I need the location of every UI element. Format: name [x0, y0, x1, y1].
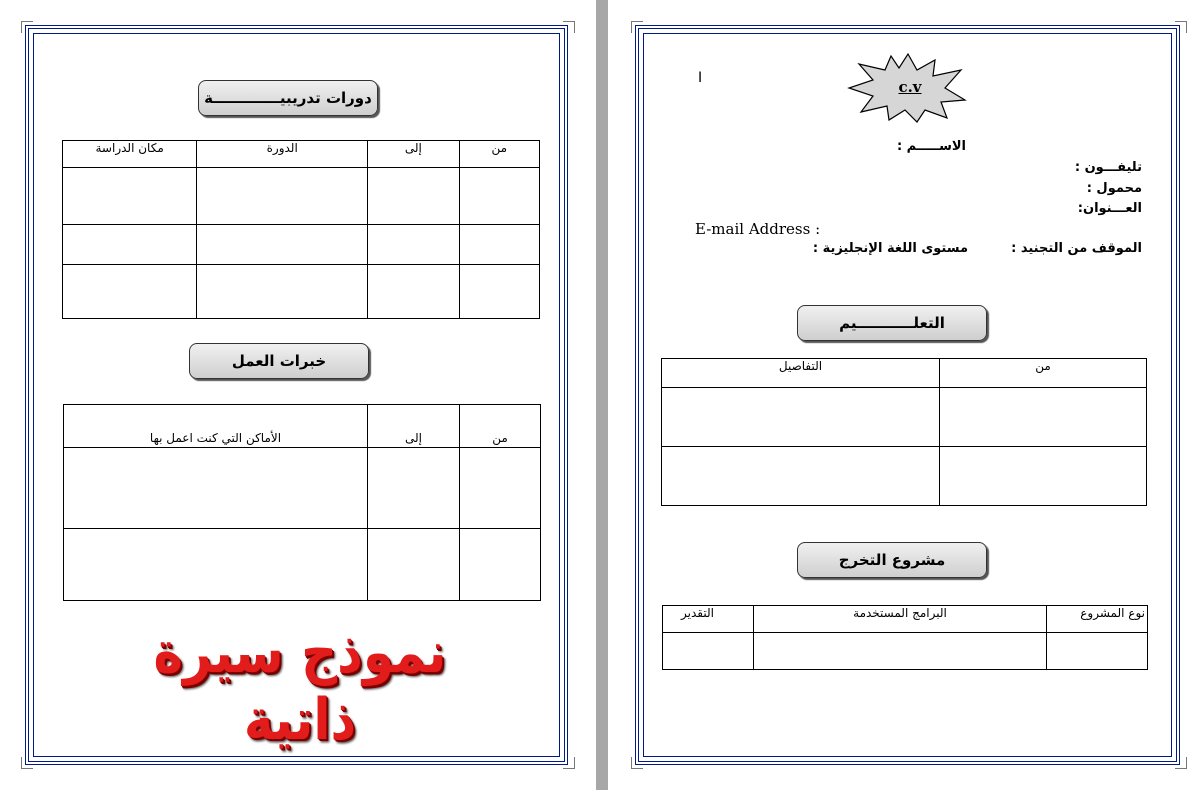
column-header: نوع المشروع [1047, 606, 1148, 633]
column-header: التقدير [663, 606, 754, 633]
column-header: مكان الدراسة [63, 141, 197, 168]
cv-template-title: نموذج سيرة ذاتية [153, 619, 447, 753]
name-field-label: الاســـــم : [896, 139, 966, 154]
training-heading: دورات تدريبيـــــــــــــة [198, 80, 378, 116]
table-row [63, 168, 540, 225]
column-header: الأماكن التي كنت اعمل بها [64, 405, 368, 448]
table-row [662, 388, 1147, 447]
military-status-label: الموقف من التجنيد : [1011, 241, 1142, 256]
right-page [608, 0, 1200, 790]
page-gutter [596, 0, 608, 790]
mobile-field-label: محمول : [1086, 181, 1142, 196]
training-table [62, 140, 540, 319]
left-page [0, 0, 596, 790]
email-field-label: E-mail Address : [695, 220, 821, 238]
text-cursor-mark: I [698, 70, 703, 86]
table-row [63, 265, 540, 319]
column-header: من [940, 359, 1147, 388]
english-level-label: مستوى اللغة الإنجليزية : [812, 241, 968, 256]
column-header: إلى [368, 405, 460, 448]
column-header: إلى [368, 141, 459, 168]
table-row [64, 529, 541, 601]
experience-heading: خبرات العمل [189, 343, 369, 379]
experience-table [63, 404, 541, 601]
column-header: من [460, 405, 541, 448]
table-row [662, 447, 1147, 506]
education-heading: التعلـــــــــــيم [797, 305, 987, 341]
column-header: البرامج المستخدمة [754, 606, 1047, 633]
graduation-project-heading: مشروع التخرج [797, 542, 987, 578]
column-header: من [459, 141, 539, 168]
graduation-project-table [662, 605, 1148, 670]
table-row [63, 225, 540, 265]
address-field-label: العـــنوان: [1077, 201, 1142, 216]
cv-badge-text: c.v [898, 78, 922, 96]
education-table [661, 358, 1147, 506]
phone-field-label: تليفـــون : [1074, 160, 1142, 175]
table-row [64, 448, 541, 529]
column-header: الدورة [197, 141, 368, 168]
table-row [663, 633, 1148, 670]
column-header: التفاصيل [662, 359, 940, 388]
